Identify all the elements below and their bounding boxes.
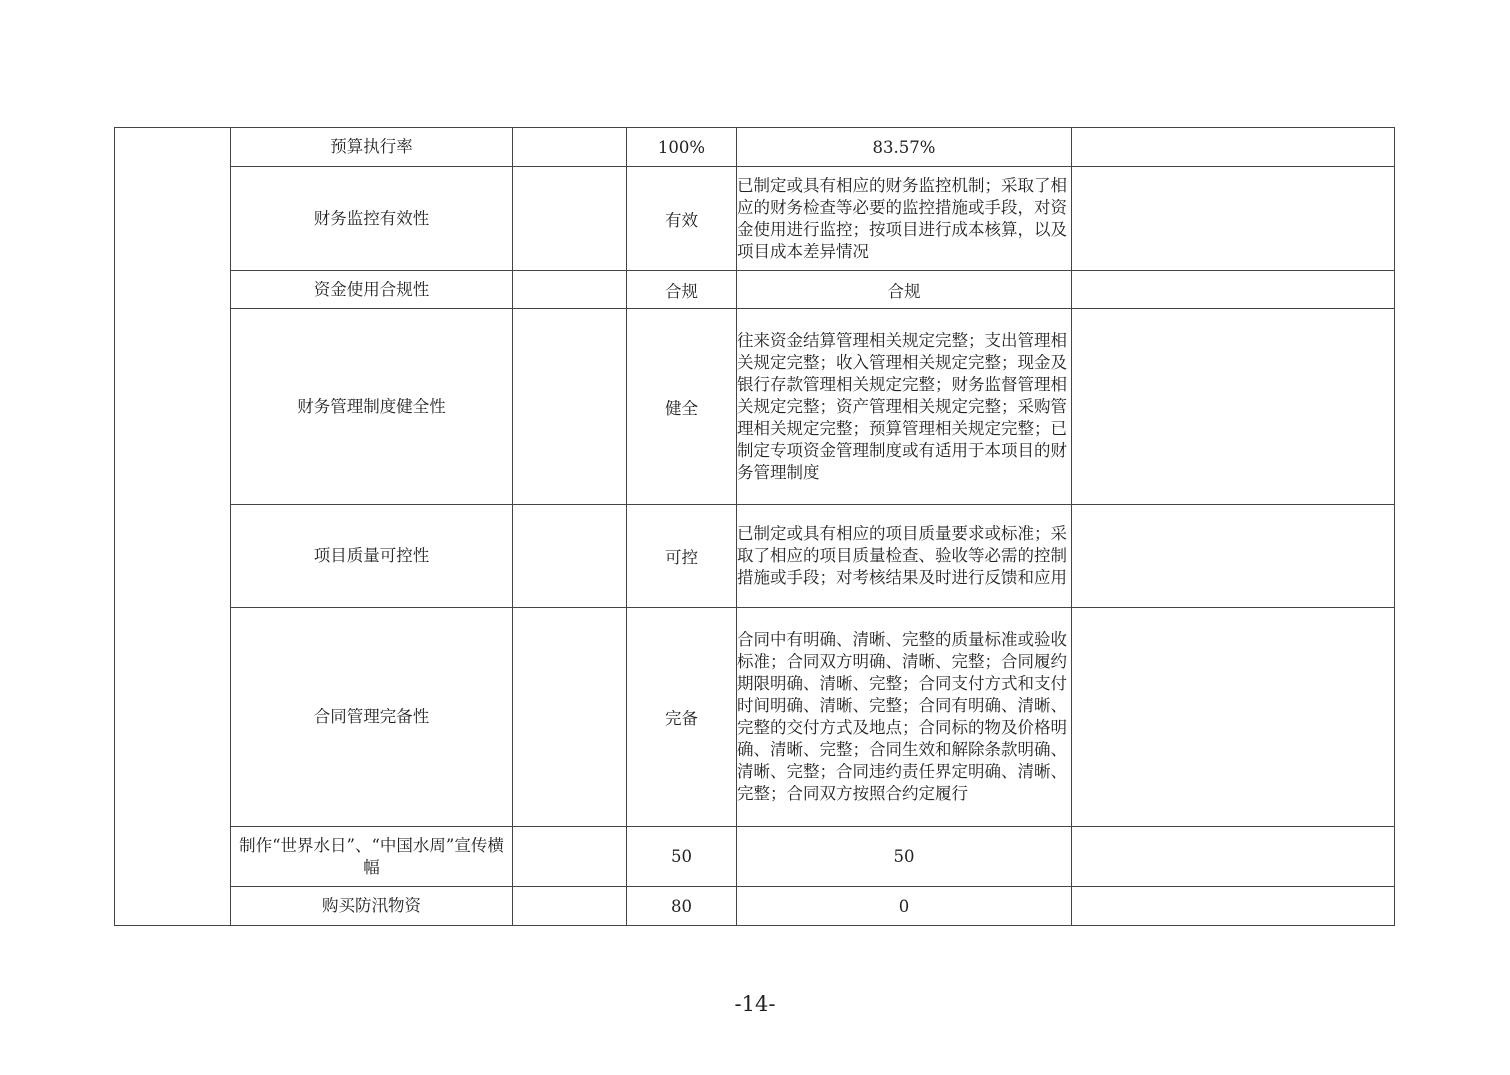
blank-cell	[513, 167, 627, 271]
actual-cell: 83.57%	[737, 128, 1072, 167]
target-cell: 有效	[627, 167, 737, 271]
note-cell	[1072, 505, 1395, 608]
actual-cell: 合规	[737, 271, 1072, 309]
note-cell	[1072, 167, 1395, 271]
actual-cell: 合同中有明确、清晰、完整的质量标准或验收标准；合同双方明确、清晰、完整；合同履约期限明确、清晰、完整；合同支付方式和支付时间明确、清晰、完整；合同有明确、清晰、完整的交付方式及地点；合同标的物及价格明确、清晰、完整；合同生效和解除条款明确、清晰、完整；合同违约责任界定明确、清晰、完整；合同双方按照合约定履行	[737, 608, 1072, 827]
note-cell	[1072, 271, 1395, 309]
indicator-cell: 财务管理制度健全性	[231, 309, 513, 505]
table-row	[115, 309, 1395, 505]
page-number: -14-	[734, 992, 776, 1016]
actual-cell: 50	[737, 827, 1072, 887]
blank-cell	[513, 887, 627, 926]
target-cell: 100%	[627, 128, 737, 167]
note-cell	[1072, 887, 1395, 926]
table-row	[115, 271, 1395, 309]
indicator-cell: 合同管理完备性	[231, 608, 513, 827]
target-cell: 80	[627, 887, 737, 926]
target-cell: 健全	[627, 309, 737, 505]
table-row	[115, 505, 1395, 608]
blank-cell	[513, 827, 627, 887]
note-cell	[1072, 309, 1395, 505]
target-cell: 完备	[627, 608, 737, 827]
indicator-cell: 财务监控有效性	[231, 167, 513, 271]
performance-table	[114, 127, 1395, 926]
indicator-cell: 项目质量可控性	[231, 505, 513, 608]
table-row	[115, 887, 1395, 926]
blank-cell	[513, 309, 627, 505]
table-row	[115, 827, 1395, 887]
blank-cell	[513, 128, 627, 167]
blank-cell	[513, 271, 627, 309]
actual-cell: 往来资金结算管理相关规定完整；支出管理相关规定完整；收入管理相关规定完整；现金及银行存款管理相关规定完整；财务监督管理相关规定完整；资产管理相关规定完整；采购管理相关规定完整；预算管理相关规定完整；已制定专项资金管理制度或有适用于本项目的财务管理制度	[737, 309, 1072, 505]
table-row	[115, 167, 1395, 271]
actual-cell: 已制定或具有相应的项目质量要求或标准；采取了相应的项目质量检查、验收等必需的控制措施或手段；对考核结果及时进行反馈和应用	[737, 505, 1072, 608]
note-cell	[1072, 128, 1395, 167]
indicator-cell: 资金使用合规性	[231, 271, 513, 309]
target-cell: 可控	[627, 505, 737, 608]
target-cell: 50	[627, 827, 737, 887]
note-cell	[1072, 827, 1395, 887]
indicator-cell: 购买防汛物资	[231, 887, 513, 926]
indicator-cell: 预算执行率	[231, 128, 513, 167]
note-cell	[1072, 608, 1395, 827]
blank-cell	[513, 505, 627, 608]
blank-cell	[513, 608, 627, 827]
target-cell: 合规	[627, 271, 737, 309]
actual-cell: 已制定或具有相应的财务监控机制；采取了相应的财务检查等必要的监控措施或手段，对资金使用进行监控；按项目进行成本核算，以及项目成本差异情况	[737, 167, 1072, 271]
actual-cell: 0	[737, 887, 1072, 926]
indicator-cell: 制作“世界水日”、“中国水周”宣传横幅	[231, 827, 513, 887]
table-row	[115, 128, 1395, 167]
category-cell	[115, 128, 231, 926]
table-row	[115, 608, 1395, 827]
